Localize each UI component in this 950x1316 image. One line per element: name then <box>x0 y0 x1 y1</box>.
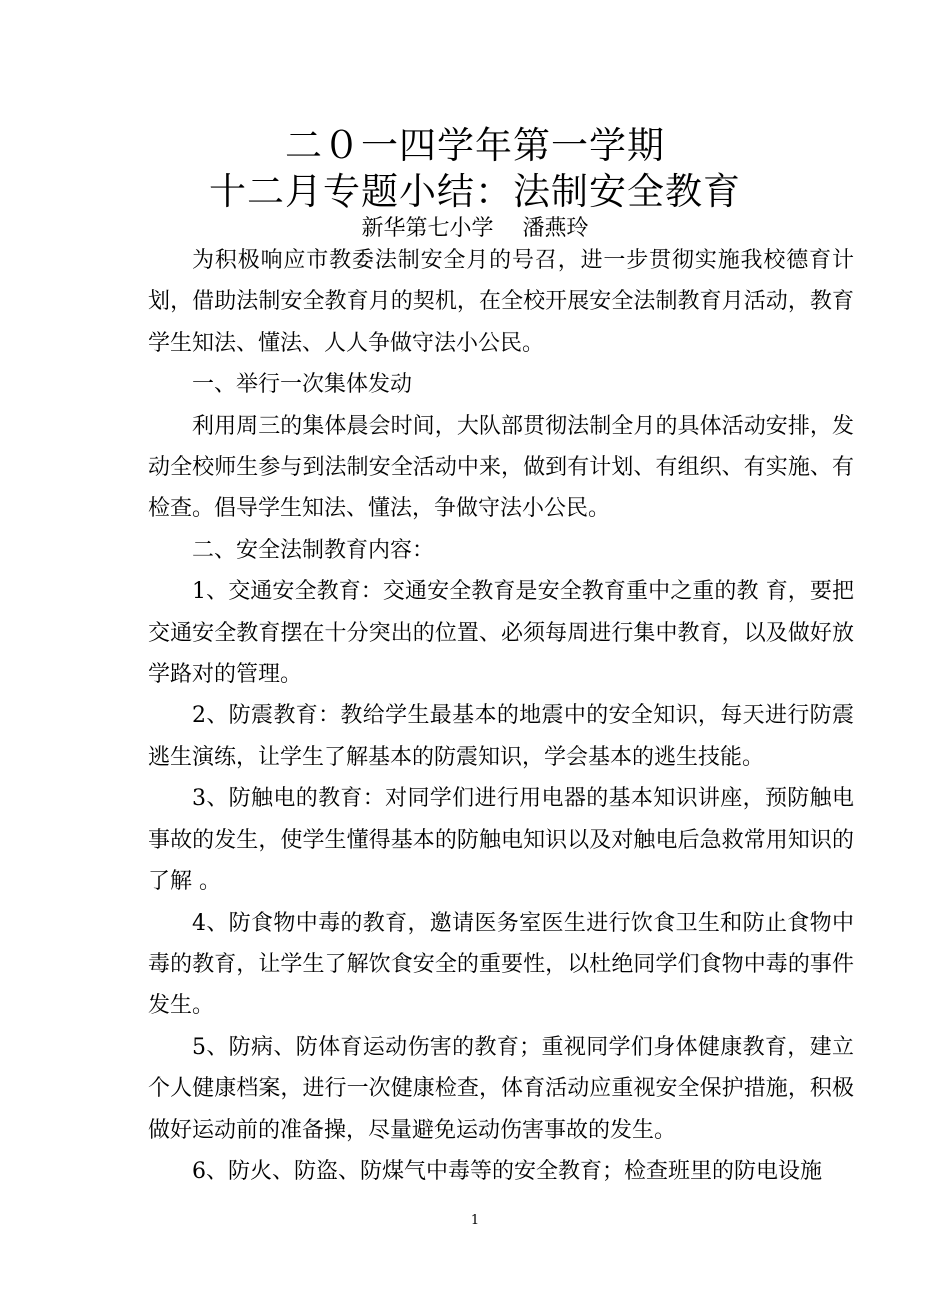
list-item-electric-safety: 3、防触电的教育：对同学们进行用电器的基本知识讲座，预防触电事故的发生，使学生懂得基本的防触电知识以及对触电后急救常用知识的了解 。 <box>148 786 854 895</box>
author-byline: 新华第七小学 潘燕玲 <box>361 216 589 241</box>
list-item-food-safety: 4、防食物中毒的教育，邀请医务室医生进行饮食卫生和防止食物中毒的教育，让学生了解饮食安全的重要性，以杜绝同学们食物中毒的事件发生。 <box>148 910 854 1019</box>
list-item-earthquake-safety: 2、防震教育：教给学生最基本的地震中的安全知识，每天进行防震逃生演练，让学生了解基本的防震知识，学会基本的逃生技能。 <box>148 703 854 770</box>
document-body <box>148 240 854 1192</box>
list-item-sports-safety: 5、防病、防体育运动伤害的教育；重视同学们身体健康教育，建立个人健康档案，进行一次健康检查，体育活动应重视安全保护措施，积极做好运动前的准备操，尽量避免运动伤害事故的发生。 <box>148 1034 854 1143</box>
intro-paragraph: 为积极响应市教委法制安全月的号召，进一步贯彻实施我校德育计划，借助法制安全教育月的契机，在全校开展安全法制教育月活动，教育学生知法、懂法、人人争做守法小公民。 <box>148 248 854 356</box>
section-heading-2: 二、安全法制教育内容： <box>192 537 435 563</box>
list-item-traffic-safety: 1、交通安全教育：交通安全教育是安全教育重中之重的教 育，要把交通安全教育摆在十分突出的位置、必须每周进行集中教育，以及做好放学路对的管理。 <box>148 579 854 688</box>
page-number: 1 <box>470 1213 480 1228</box>
document-title-line-2: 十二月专题小结：法制安全教育 <box>209 170 741 213</box>
list-item-fire-theft-gas-safety: 6、防火、防盗、防煤气中毒等的安全教育；检查班里的防电设施 <box>192 1158 822 1184</box>
section-heading-1: 一、举行一次集体发动 <box>192 372 413 398</box>
document-title-line-1: 二０一四学年第一学期 <box>285 124 665 167</box>
section-1-paragraph: 利用周三的集体晨会时间，大队部贯彻法制全月的具体活动安排，发动全校师生参与到法制安全活动中来，做到有计划、有组织、有实施、有检查。倡导学生知法、懂法，争做守法小公民。 <box>148 413 854 522</box>
